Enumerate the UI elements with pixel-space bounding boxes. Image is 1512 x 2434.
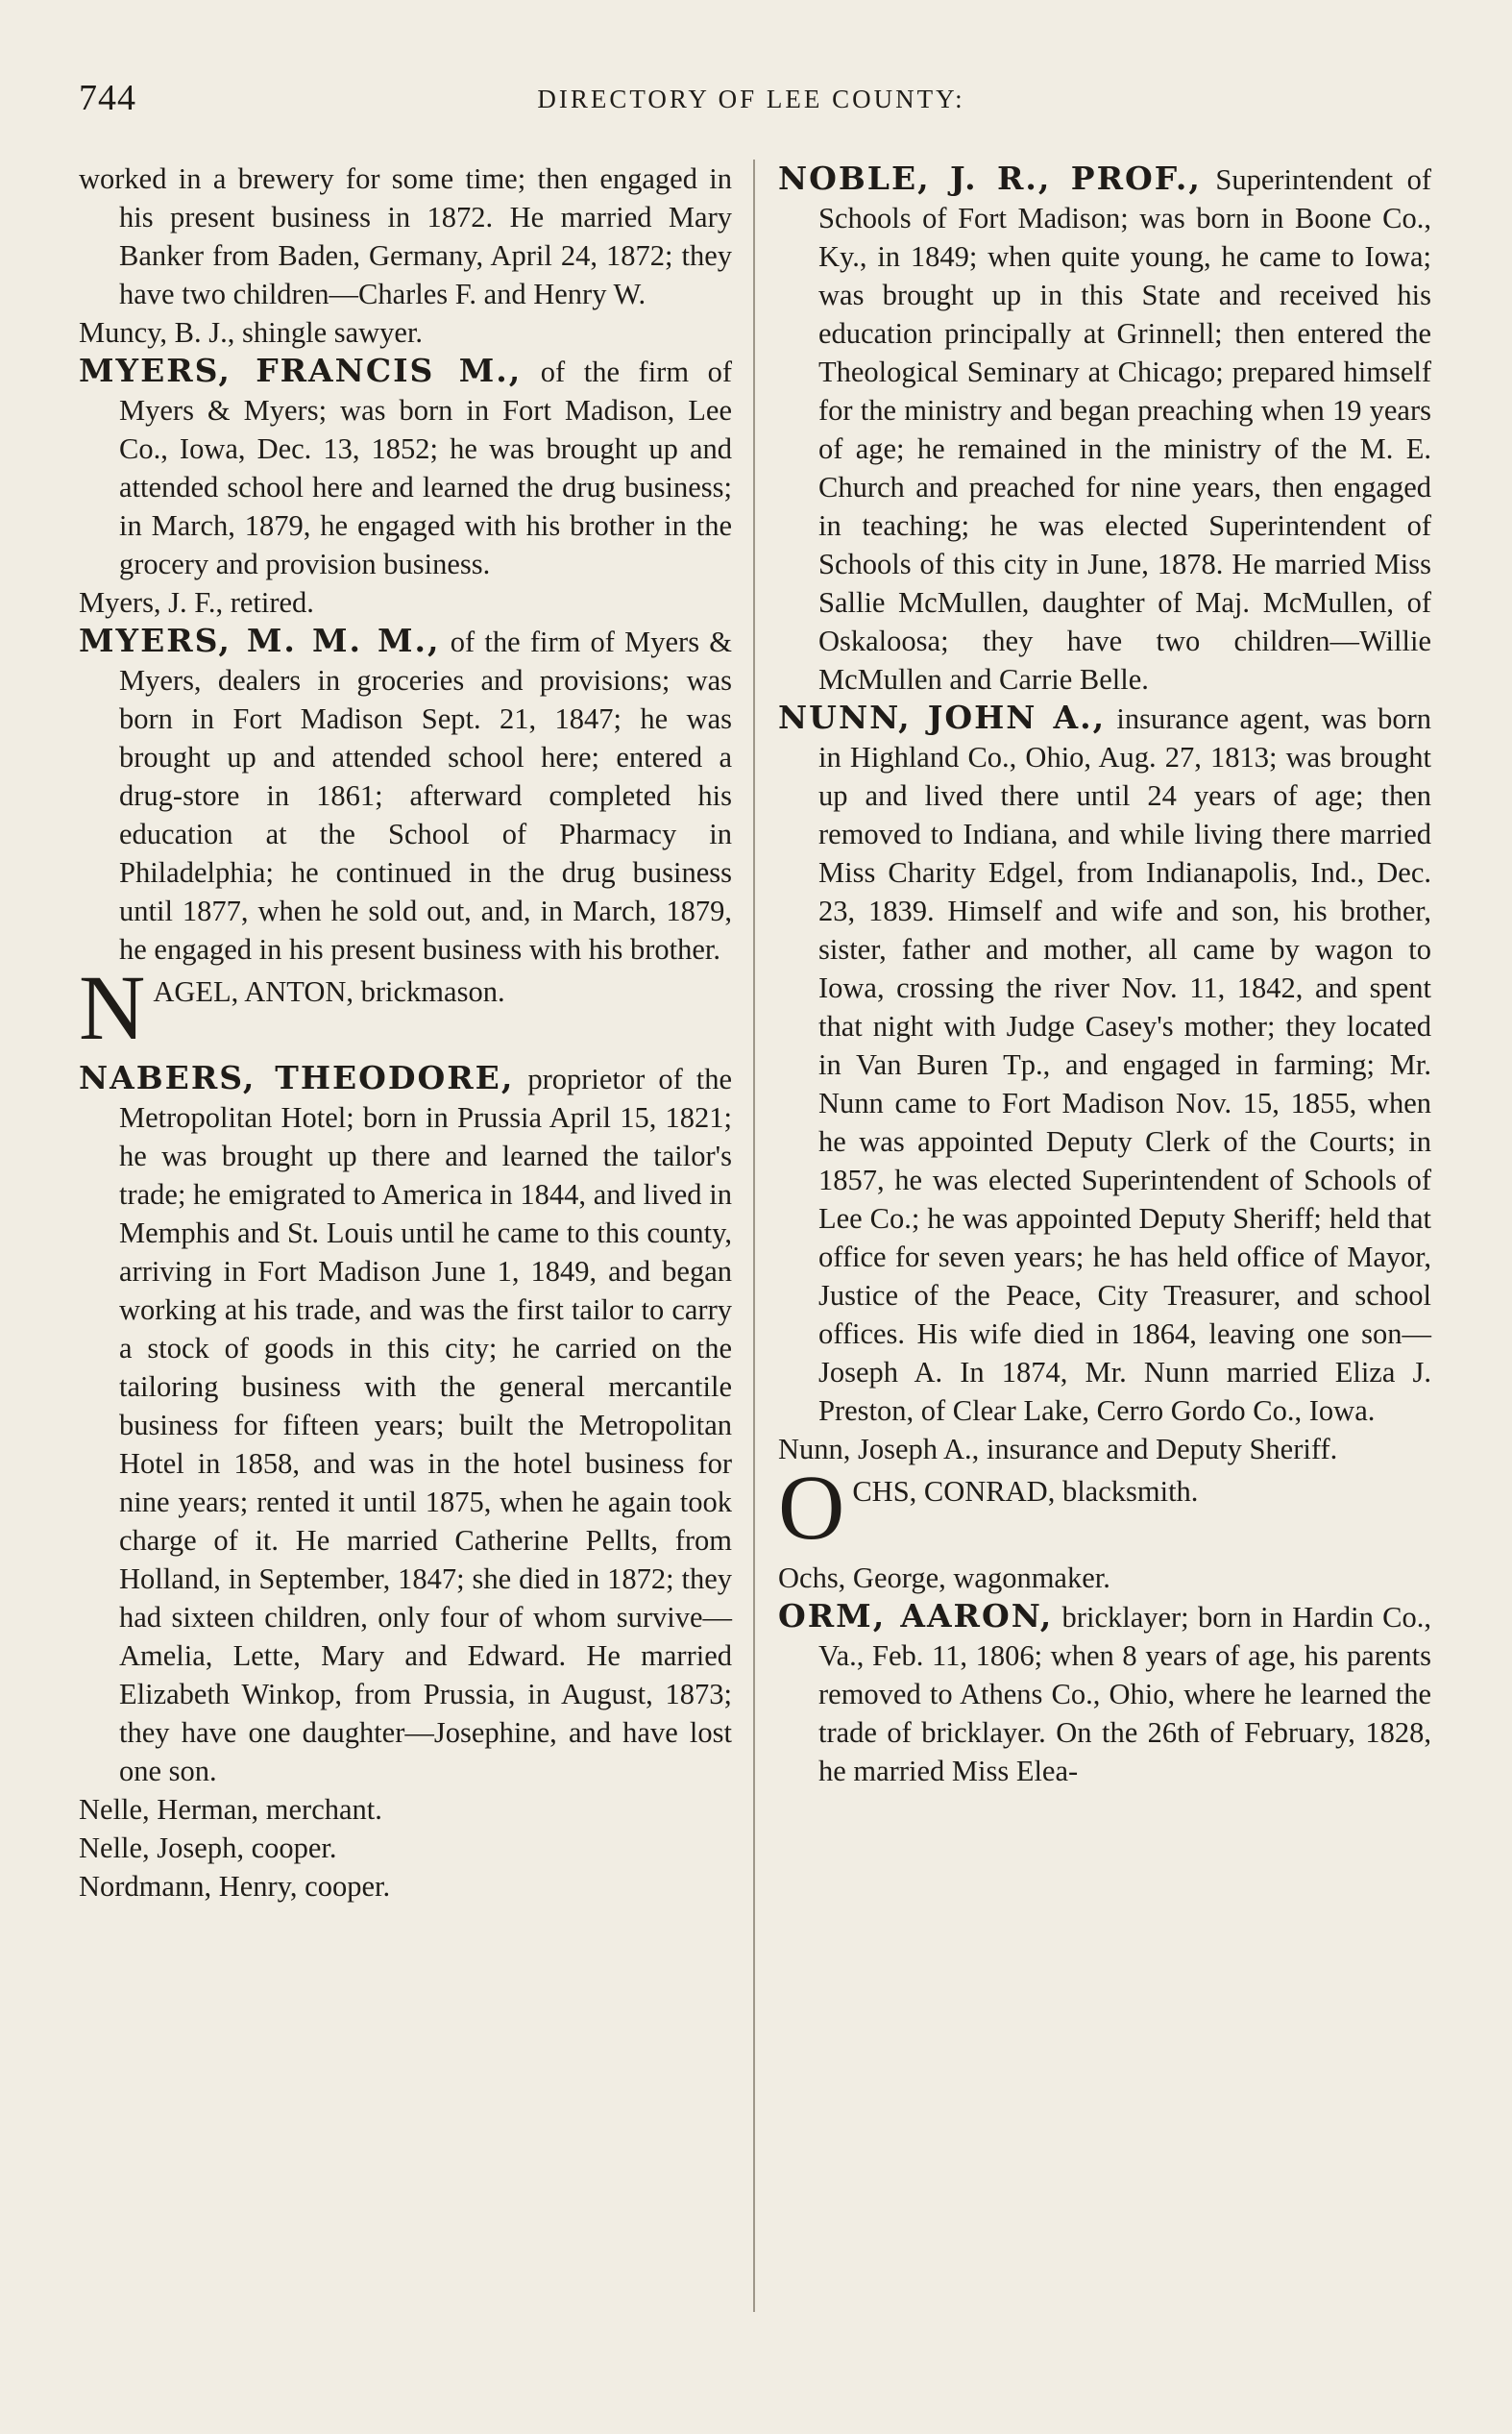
directory-entry	[778, 160, 1431, 699]
entry-text: bricklayer; born in Hardin Co., Va., Feb. 11, 1806; when 8 years of age, his parents removed to Athens Co., Ohio, where he learned the trade of bricklayer. On the 26th of February, 1828, he married Miss Elea-	[818, 1601, 1431, 1787]
directory-entry	[79, 1790, 732, 1829]
page-number: 744	[79, 78, 136, 118]
page-header	[79, 77, 1424, 131]
entry-name: MYERS, FRANCIS M.,	[79, 352, 523, 389]
entry-text: Nunn, Joseph A., insurance and Deputy Sheriff.	[778, 1433, 1338, 1465]
directory-entry	[778, 1559, 1431, 1597]
directory-entry	[79, 622, 732, 969]
entry-name: ORM, AARON,	[778, 1597, 1054, 1635]
entry-name: NOBLE, J. R., PROF.,	[778, 160, 1202, 197]
column-divider	[753, 160, 755, 2312]
entry-text: of the firm of Myers & Myers; was born in Fort Madison, Lee Co., Iowa, Dec. 13, 1852; he was brought up and attended school here and learned the drug business; in March, 1879, he engaged with his brother in the grocery and provision business.	[119, 356, 732, 580]
directory-entry	[79, 1059, 732, 1790]
directory-entry	[79, 352, 732, 583]
entry-text: of the firm of Myers & Myers, dealers in groceries and provisions; was born in Fort Madison Sept. 21, 1847; he was brought up and attended school here; entered a drug-store in 1861; afterward completed his education at the School of Pharmacy in Philadelphia; he continued in the drug business until 1877, when he sold out, and, in March, 1879, he engaged in his present business with his brother.	[119, 626, 732, 966]
entry-text: Superintendent of Schools of Fort Madison; was born in Boone Co., Ky., in 1849; when quite young, he came to Iowa; was brought up in this State and received his education principally at Grinnell; then entered the Theological Seminary at Chicago; prepared himself for the ministry and began preaching when 19 years of age; he remained in the ministry of the M. E. Church and preached for nine years, then engaged in teaching; he was elected Superintendent of Schools of this city in June, 1878. He married Miss Sallie McMullen, daughter of Maj. McMullen, of Oskaloosa; they have two children—Willie McMullen and Carrie Belle.	[818, 163, 1431, 696]
entry-text: Nelle, Herman, merchant.	[79, 1793, 382, 1826]
directory-entry	[79, 1829, 732, 1867]
running-head: DIRECTORY OF LEE COUNTY:	[537, 85, 965, 113]
entry-text: Nordmann, Henry, cooper.	[79, 1870, 391, 1903]
section-start-o	[778, 1456, 1431, 1559]
entry-text: CHS, CONRAD, blacksmith.	[852, 1475, 1199, 1508]
directory-entry	[79, 1867, 732, 1905]
left-column	[79, 160, 732, 1905]
entry-text: proprietor of the Metropolitan Hotel; born in Prussia April 15, 1821; he was brought up there and learned the tailor's trade; he emigrated to America in 1844, and lived in Memphis and St. Louis until he came to this county, arriving in Fort Madison June 1, 1849, and began working at his trade, and was the first tailor to carry a stock of goods in this city; he carried on the tailoring business with the general mercantile business for fifteen years; built the Metropolitan Hotel in 1858, and was in the hotel business for nine years; rented it until 1875, when he again took charge of it. He married Catherine Pellts, from Holland, in September, 1847; she died in 1872; they had sixteen children, only four of whom survive—Amelia, Lette, Mary and Edward. He married Elizabeth Winkop, from Prussia, in August, 1873; they have one daughter—Josephine, and have lost one son.	[119, 1063, 732, 1787]
directory-entry	[778, 1430, 1431, 1468]
drop-cap-letter: O	[778, 1456, 845, 1559]
entry-text: worked in a brewery for some time; then engaged in his present business in 1872. He married Mary Banker from Baden, Germany, April 24, 1872; they have two children—Charles F. and Henry W.	[79, 162, 732, 310]
directory-entry	[79, 313, 732, 352]
entry-text: Nelle, Joseph, cooper.	[79, 1832, 337, 1864]
drop-cap-letter: N	[79, 956, 146, 1059]
section-start-n	[79, 956, 732, 1059]
entry-name: MYERS, M. M. M.,	[79, 622, 441, 659]
entry-name: NUNN, JOHN A.,	[778, 699, 1107, 736]
entry-text: insurance agent, was born in Highland Co., Ohio, Aug. 27, 1813; was brought up and lived there until 24 years of age; then removed to Indiana, and while living there married Miss Charity Edgel, from Indianapolis, Ind., Dec. 23, 1839. Himself and wife and son, his brother, sister, father and mother, all came by wagon to Iowa, crossing the river Nov. 11, 1842, and spent that night with Judge Casey's mother; they located in Van Buren Tp., and engaged in farming; Mr. Nunn came to Fort Madison Nov. 15, 1855, when he was appointed Deputy Clerk of the Courts; in 1857, he was elected Superintendent of Schools of Lee Co.; he was appointed Deputy Sheriff; held that office for seven years; he has held office of Mayor, Justice of the Peace, City Treasurer, and school offices. His wife died in 1864, leaving one son—Joseph A. In 1874, Mr. Nunn married Eliza J. Preston, of Clear Lake, Cerro Gordo Co., Iowa.	[818, 702, 1431, 1427]
directory-entry	[79, 583, 732, 622]
entry-text: Muncy, B. J., shingle sawyer.	[79, 316, 424, 349]
entry-text: Myers, J. F., retired.	[79, 586, 314, 619]
entry-name: NABERS, THEODORE,	[79, 1059, 515, 1096]
directory-entry	[778, 699, 1431, 1430]
directory-entry	[778, 1597, 1431, 1790]
entry-text: Ochs, George, wagonmaker.	[778, 1561, 1110, 1594]
directory-entry	[79, 160, 732, 313]
right-column	[778, 160, 1431, 1790]
entry-text: AGEL, ANTON, brickmason.	[153, 975, 505, 1008]
